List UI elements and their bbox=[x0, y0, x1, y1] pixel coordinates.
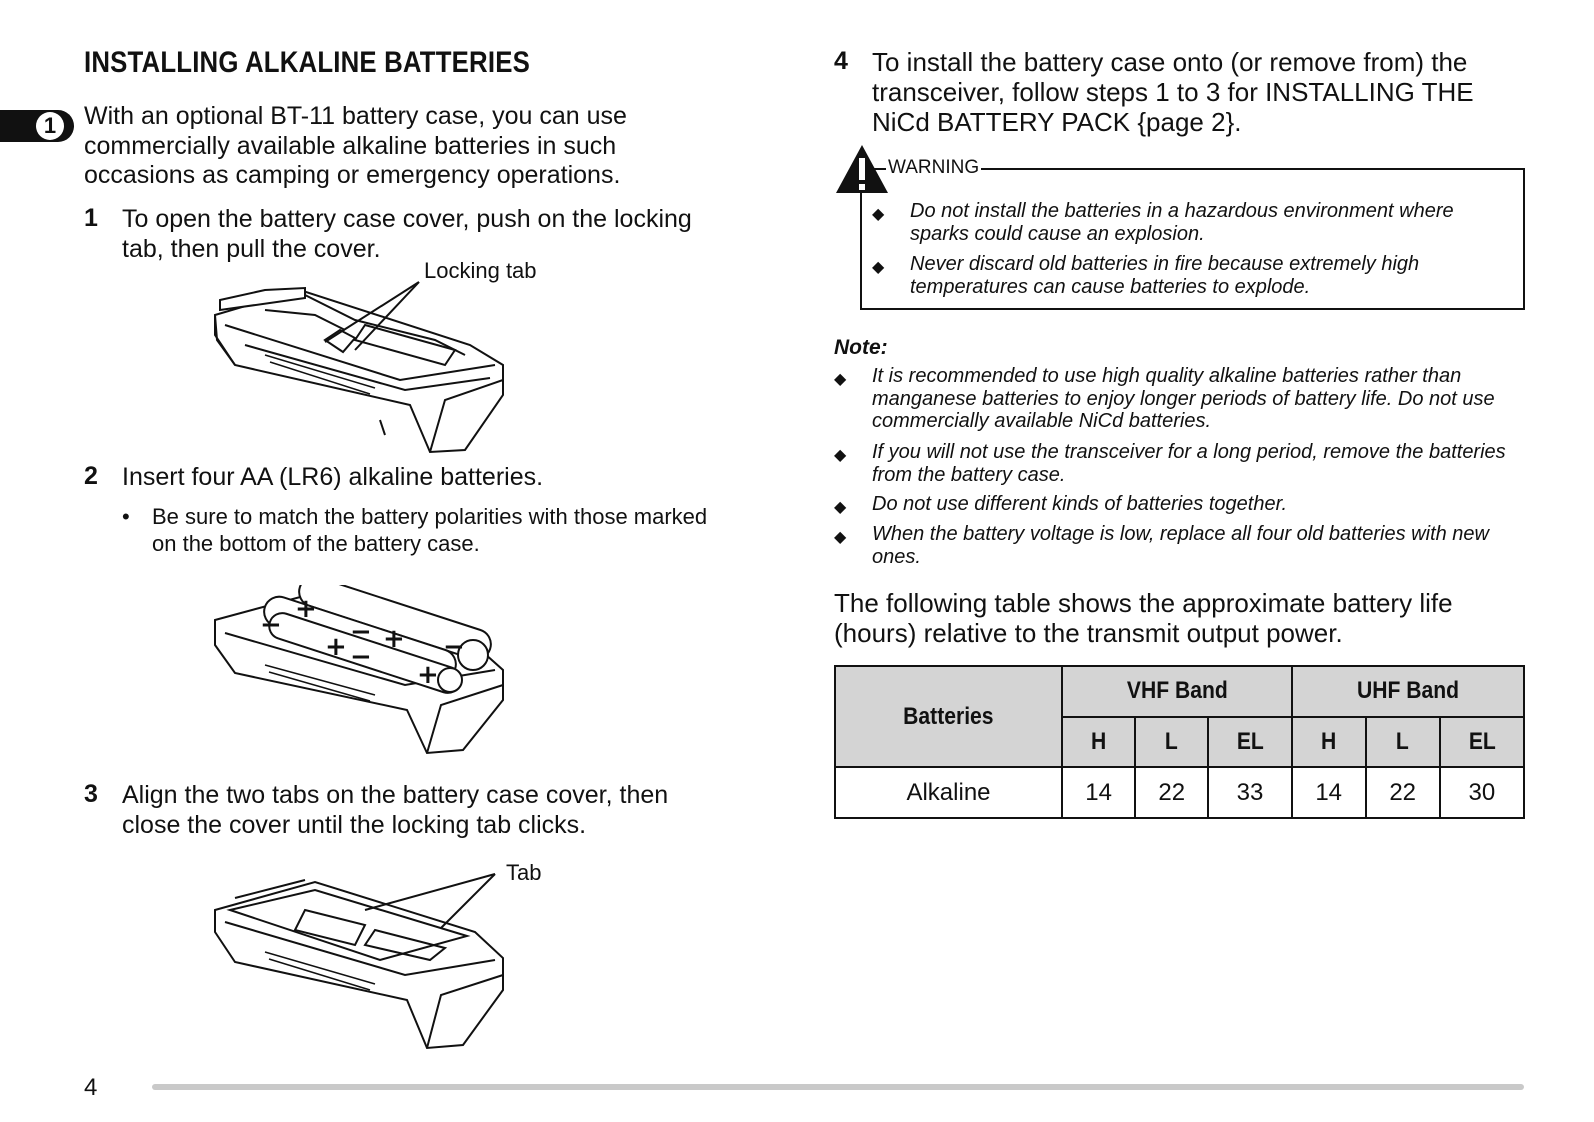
batteries-inserted-illustration bbox=[205, 585, 525, 765]
note-bullet-1: ◆ bbox=[834, 371, 847, 388]
svg-text:+: + bbox=[383, 624, 405, 654]
note-item-1: It is recommended to use high quality alkaline batteries rather than manganese batteries to enjoy longer periods of battery life. Do not use commercially available NiCd batteries. bbox=[872, 365, 1495, 432]
svg-text:+: + bbox=[295, 594, 317, 624]
table-subheader: EL bbox=[1208, 717, 1291, 768]
note-item-3: Do not use different kinds of batteries together. bbox=[872, 493, 1288, 515]
battery-life-table bbox=[834, 665, 1525, 819]
chapter-number: 1 bbox=[36, 112, 64, 140]
step-2-number: 2 bbox=[84, 462, 98, 490]
section-title: INSTALLING ALKALINE BATTERIES bbox=[84, 46, 530, 79]
svg-text:−: − bbox=[350, 617, 372, 647]
table-row-label: Alkaline bbox=[835, 767, 1062, 818]
table-subheader: EL bbox=[1440, 717, 1524, 768]
table-group-header-uhf: UHF Band bbox=[1292, 666, 1524, 717]
step-3-number: 3 bbox=[84, 780, 98, 808]
table-subheader: L bbox=[1135, 717, 1208, 768]
warning-label: WARNING bbox=[888, 157, 980, 178]
svg-text:−: − bbox=[350, 642, 372, 672]
note-bullet-2: ◆ bbox=[834, 447, 847, 464]
warning-triangle-icon bbox=[834, 143, 890, 195]
table-cell: 22 bbox=[1135, 767, 1208, 818]
note-bullet-4: ◆ bbox=[834, 529, 847, 546]
step-1-text: To open the battery case cover, push on the locking tab, then pull the cover. bbox=[122, 205, 692, 263]
table-intro: The following table shows the approximate battery life (hours) relative to the transmit output power. bbox=[834, 588, 1453, 648]
step-1-number: 1 bbox=[84, 204, 98, 232]
step-2-subnote: Be sure to match the battery polarities with those marked on the bottom of the battery case. bbox=[152, 504, 708, 556]
step-2-bullet: • bbox=[122, 504, 130, 529]
note-item-2: If you will not use the transceiver for a long period, remove the batteries from the battery case. bbox=[872, 441, 1506, 486]
table-corner-header: Batteries bbox=[835, 666, 1062, 767]
table-cell: 22 bbox=[1366, 767, 1440, 818]
step-3-text: Align the two tabs on the battery case cover, then close the cover until the locking tab clicks. bbox=[122, 781, 669, 839]
tab-callout: Tab bbox=[506, 860, 542, 885]
step-4-number: 4 bbox=[834, 47, 848, 75]
table-group-header-vhf: VHF Band bbox=[1062, 666, 1292, 717]
step-4-text: To install the battery case onto (or remove from) the transceiver, follow steps 1 to 3 for INSTALLING THE NiCd BATTERY PACK {page 2}. bbox=[872, 47, 1474, 137]
table-subheader: H bbox=[1292, 717, 1366, 768]
table-cell: 14 bbox=[1292, 767, 1366, 818]
note-item-4: When the battery voltage is low, replace all four old batteries with new ones. bbox=[872, 523, 1489, 568]
warning-bullet-1: ◆ bbox=[872, 206, 885, 223]
warning-item-2: Never discard old batteries in fire because extremely high temperatures can cause batteries to explode. bbox=[910, 253, 1420, 298]
intro-paragraph: With an optional BT-11 battery case, you can use commercially available alkaline batteries in such occasions as camping or emergency operations. bbox=[84, 102, 627, 189]
note-bullet-3: ◆ bbox=[834, 499, 847, 516]
table-cell: 14 bbox=[1062, 767, 1135, 818]
page-number: 4 bbox=[84, 1074, 98, 1101]
svg-text:−: − bbox=[443, 632, 465, 662]
battery-case-open-illustration bbox=[205, 270, 525, 460]
table-subheader: L bbox=[1366, 717, 1440, 768]
warning-item-1: Do not install the batteries in a hazardous environment where sparks could cause an explosion. bbox=[910, 200, 1454, 245]
warning-bullet-2: ◆ bbox=[872, 259, 885, 276]
svg-text:+: + bbox=[417, 660, 439, 690]
step-2-text: Insert four AA (LR6) alkaline batteries. bbox=[122, 463, 544, 491]
svg-text:−: − bbox=[260, 610, 282, 640]
svg-text:+: + bbox=[325, 632, 347, 662]
table-cell: 33 bbox=[1208, 767, 1291, 818]
table-cell: 30 bbox=[1440, 767, 1524, 818]
footer-rule bbox=[152, 1084, 1524, 1090]
table-subheader: H bbox=[1062, 717, 1135, 768]
locking-tab-callout: Locking tab bbox=[424, 258, 537, 283]
note-title: Note: bbox=[834, 336, 888, 359]
table-row bbox=[835, 767, 1524, 818]
battery-case-closed-illustration bbox=[205, 870, 525, 1060]
